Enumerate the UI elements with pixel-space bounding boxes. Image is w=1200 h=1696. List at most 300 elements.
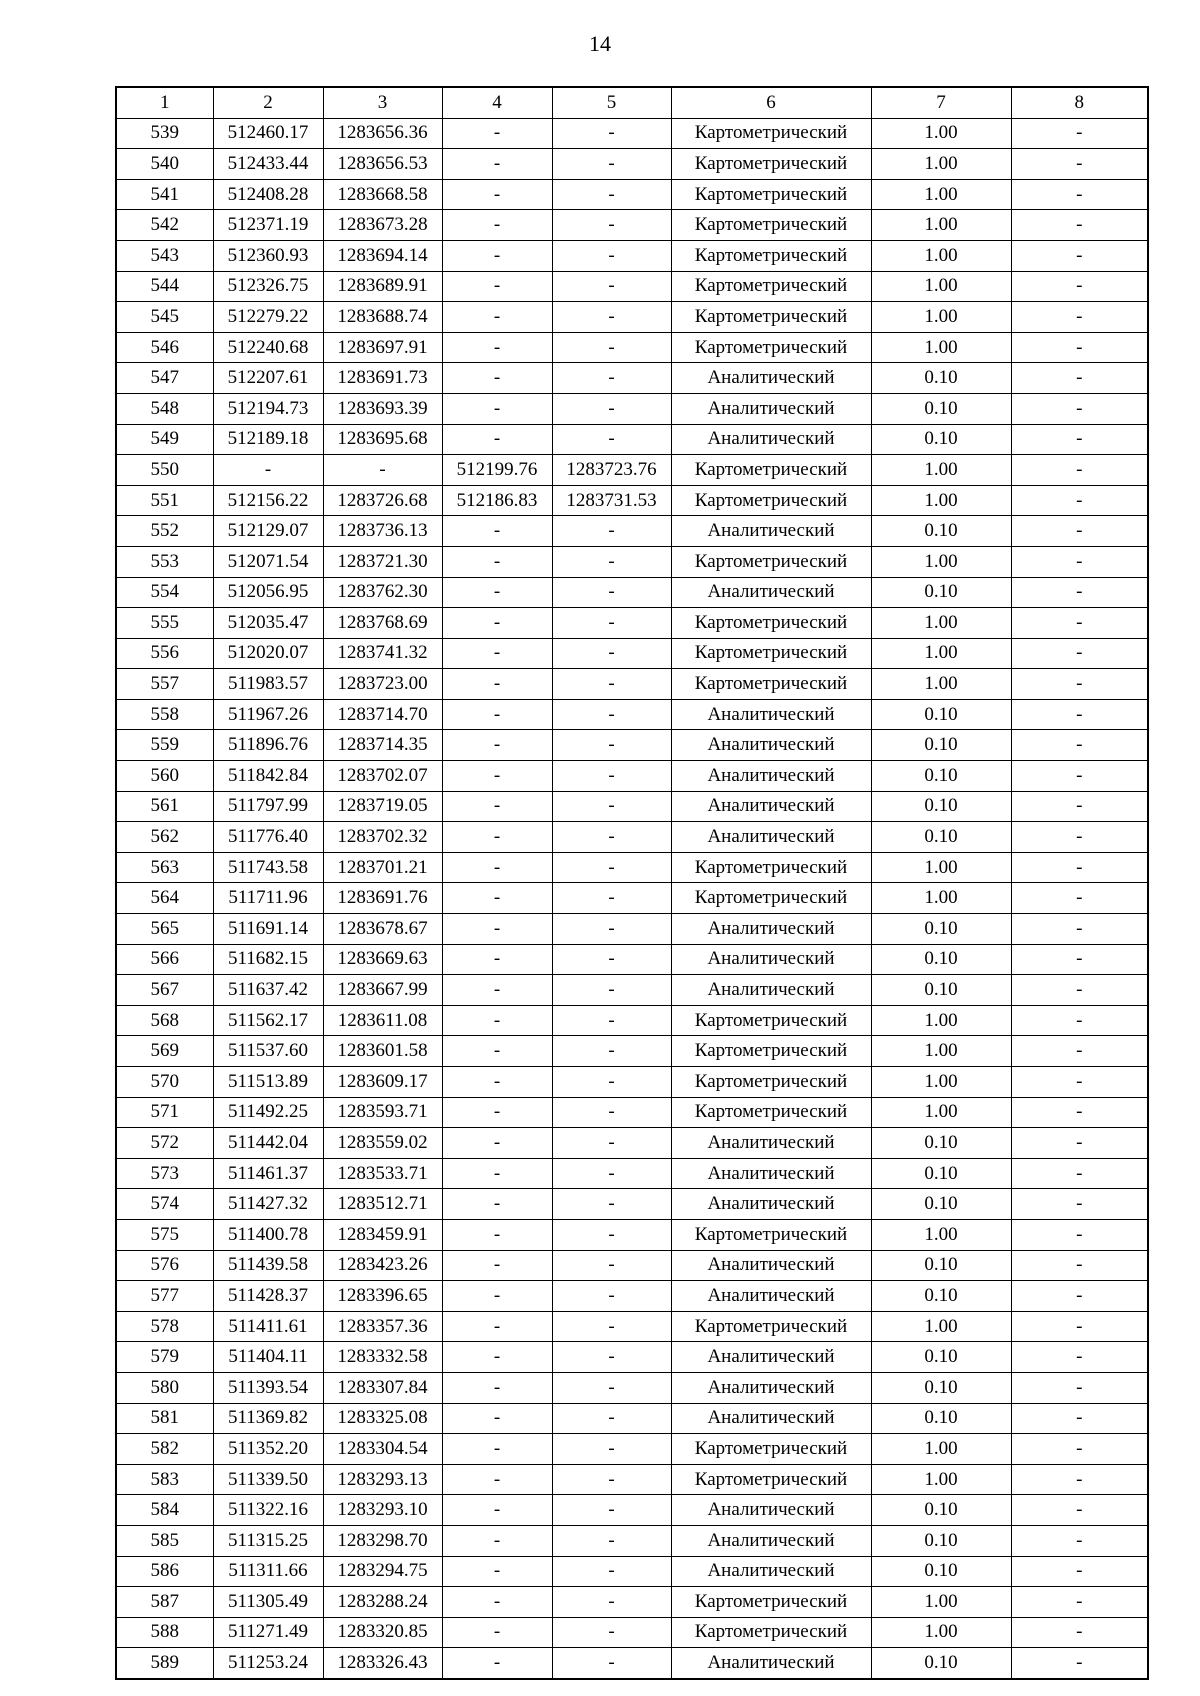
table-cell: - xyxy=(552,302,671,333)
table-cell: 588 xyxy=(116,1617,213,1648)
table-cell: Аналитический xyxy=(671,1372,871,1403)
table-cell: 0.10 xyxy=(871,975,1011,1006)
table-cell: 1283667.99 xyxy=(323,975,442,1006)
table-cell: 1283691.73 xyxy=(323,363,442,394)
table-cell: - xyxy=(552,1189,671,1220)
table-cell: - xyxy=(552,1403,671,1434)
table-row xyxy=(116,1219,1148,1250)
table-cell: 512240.68 xyxy=(213,332,323,363)
table-cell: 512035.47 xyxy=(213,608,323,639)
table-cell: 0.10 xyxy=(871,730,1011,761)
table-cell: 511311.66 xyxy=(213,1556,323,1587)
table-cell: 511513.89 xyxy=(213,1067,323,1098)
table-cell: - xyxy=(1011,852,1148,883)
table-cell: 511305.49 xyxy=(213,1587,323,1618)
table-row xyxy=(116,1311,1148,1342)
table-cell: 0.10 xyxy=(871,1403,1011,1434)
table-cell: - xyxy=(552,577,671,608)
table-cell: - xyxy=(442,944,552,975)
table-cell: 0.10 xyxy=(871,944,1011,975)
table-cell: 564 xyxy=(116,883,213,914)
table-cell: 557 xyxy=(116,669,213,700)
table-row xyxy=(116,1587,1148,1618)
table-cell: - xyxy=(552,1648,671,1679)
table-cell: - xyxy=(552,608,671,639)
table-cell: - xyxy=(552,1005,671,1036)
table-cell: Картометрический xyxy=(671,1097,871,1128)
table-cell: 581 xyxy=(116,1403,213,1434)
table-cell: 512207.61 xyxy=(213,363,323,394)
table-cell: - xyxy=(1011,608,1148,639)
table-cell: Аналитический xyxy=(671,516,871,547)
table-cell: 1283768.69 xyxy=(323,608,442,639)
table-cell: Аналитический xyxy=(671,699,871,730)
table-cell: - xyxy=(442,1281,552,1312)
table-cell: 1.00 xyxy=(871,179,1011,210)
table-cell: 1.00 xyxy=(871,1219,1011,1250)
table-cell: 544 xyxy=(116,271,213,302)
table-cell: 511743.58 xyxy=(213,852,323,883)
table-cell: 1.00 xyxy=(871,455,1011,486)
coordinates-table xyxy=(115,86,1149,1680)
table-row xyxy=(116,1464,1148,1495)
table-cell: - xyxy=(1011,975,1148,1006)
table-cell: - xyxy=(442,914,552,945)
table-cell: - xyxy=(442,1005,552,1036)
table-cell: 512020.07 xyxy=(213,638,323,669)
table-cell: 542 xyxy=(116,210,213,241)
table-cell: 1283694.14 xyxy=(323,240,442,271)
table-cell: - xyxy=(442,638,552,669)
table-cell: 556 xyxy=(116,638,213,669)
table-cell: 0.10 xyxy=(871,1556,1011,1587)
table-cell: 568 xyxy=(116,1005,213,1036)
table-cell: 511682.15 xyxy=(213,944,323,975)
table-cell: - xyxy=(442,210,552,241)
table-cell: 511691.14 xyxy=(213,914,323,945)
table-cell: 512056.95 xyxy=(213,577,323,608)
table-cell: - xyxy=(552,1617,671,1648)
table-cell: 1.00 xyxy=(871,883,1011,914)
table-cell: - xyxy=(442,118,552,149)
table-cell: 1283601.58 xyxy=(323,1036,442,1067)
table-cell: 1283533.71 xyxy=(323,1158,442,1189)
table-row xyxy=(116,1403,1148,1434)
table-cell: - xyxy=(552,730,671,761)
table-cell: 1.00 xyxy=(871,1005,1011,1036)
table-cell: Аналитический xyxy=(671,1189,871,1220)
table-cell: - xyxy=(1011,1556,1148,1587)
table-cell: 1.00 xyxy=(871,485,1011,516)
table-cell: 512199.76 xyxy=(442,455,552,486)
table-cell: - xyxy=(552,393,671,424)
table-cell: - xyxy=(1011,1219,1148,1250)
page-number: 14 xyxy=(589,31,611,56)
table-cell: 0.10 xyxy=(871,1189,1011,1220)
table-cell: - xyxy=(1011,332,1148,363)
table-cell: 1.00 xyxy=(871,118,1011,149)
table-row xyxy=(116,1128,1148,1159)
table-cell: - xyxy=(552,1372,671,1403)
table-body xyxy=(116,118,1148,1679)
table-row xyxy=(116,944,1148,975)
table-cell: - xyxy=(552,975,671,1006)
table-cell: 1283736.13 xyxy=(323,516,442,547)
column-header: 7 xyxy=(871,87,1011,118)
table-cell: Картометрический xyxy=(671,883,871,914)
table-cell: 1283702.07 xyxy=(323,761,442,792)
table-cell: 1283714.35 xyxy=(323,730,442,761)
table-cell: - xyxy=(1011,914,1148,945)
table-cell: 1283688.74 xyxy=(323,302,442,333)
table-row xyxy=(116,179,1148,210)
table-cell: 1.00 xyxy=(871,149,1011,180)
table-row xyxy=(116,1158,1148,1189)
table-row xyxy=(116,1648,1148,1679)
table-cell: 511315.25 xyxy=(213,1525,323,1556)
table-cell: 1.00 xyxy=(871,1036,1011,1067)
table-cell: Аналитический xyxy=(671,944,871,975)
table-cell: - xyxy=(442,546,552,577)
table-cell: 565 xyxy=(116,914,213,945)
table-cell: 0.10 xyxy=(871,1495,1011,1526)
table-cell: Картометрический xyxy=(671,546,871,577)
table-cell: 0.10 xyxy=(871,1342,1011,1373)
table-cell: 0.10 xyxy=(871,1648,1011,1679)
table-cell: - xyxy=(442,761,552,792)
table-cell: 0.10 xyxy=(871,699,1011,730)
table-cell: 512279.22 xyxy=(213,302,323,333)
table-cell: 1283695.68 xyxy=(323,424,442,455)
table-cell: 1283298.70 xyxy=(323,1525,442,1556)
table-cell: - xyxy=(442,730,552,761)
table-cell: 512156.22 xyxy=(213,485,323,516)
table-cell: 1283702.32 xyxy=(323,822,442,853)
table-row xyxy=(116,638,1148,669)
table-cell: 1283678.67 xyxy=(323,914,442,945)
table-cell: - xyxy=(1011,271,1148,302)
table-cell: 1.00 xyxy=(871,608,1011,639)
table-cell: - xyxy=(442,852,552,883)
table-cell: - xyxy=(552,424,671,455)
table-cell: Картометрический xyxy=(671,118,871,149)
table-cell: 511352.20 xyxy=(213,1434,323,1465)
table-cell: - xyxy=(552,118,671,149)
table-cell: - xyxy=(1011,1648,1148,1679)
table-cell: 511393.54 xyxy=(213,1372,323,1403)
table-cell: 511427.32 xyxy=(213,1189,323,1220)
table-cell: - xyxy=(552,1434,671,1465)
table-cell: 580 xyxy=(116,1372,213,1403)
table-cell: 0.10 xyxy=(871,577,1011,608)
table-cell: - xyxy=(1011,455,1148,486)
table-cell: 511711.96 xyxy=(213,883,323,914)
table-cell: - xyxy=(1011,546,1148,577)
table-row xyxy=(116,1036,1148,1067)
table-cell: - xyxy=(1011,1158,1148,1189)
table-cell: 1283693.39 xyxy=(323,393,442,424)
table-cell: 1283697.91 xyxy=(323,332,442,363)
column-header: 4 xyxy=(442,87,552,118)
table-cell: - xyxy=(552,1067,671,1098)
table-cell: 511637.42 xyxy=(213,975,323,1006)
table-row xyxy=(116,975,1148,1006)
table-row xyxy=(116,1556,1148,1587)
table-cell: 1283762.30 xyxy=(323,577,442,608)
table-row xyxy=(116,669,1148,700)
table-cell: - xyxy=(1011,1464,1148,1495)
table-cell: 512189.18 xyxy=(213,424,323,455)
table-cell: 561 xyxy=(116,791,213,822)
table-cell: - xyxy=(442,822,552,853)
table-cell: 570 xyxy=(116,1067,213,1098)
table-cell: 1283332.58 xyxy=(323,1342,442,1373)
table-cell: - xyxy=(442,791,552,822)
table-cell: - xyxy=(442,393,552,424)
table-cell: - xyxy=(552,1281,671,1312)
table-cell: 541 xyxy=(116,179,213,210)
table-cell: 512071.54 xyxy=(213,546,323,577)
table-row xyxy=(116,1372,1148,1403)
table-cell: 540 xyxy=(116,149,213,180)
table-cell: - xyxy=(552,1158,671,1189)
table-cell: 586 xyxy=(116,1556,213,1587)
table-cell: - xyxy=(552,1250,671,1281)
column-header: 6 xyxy=(671,87,871,118)
table-cell: 587 xyxy=(116,1587,213,1618)
table-cell: - xyxy=(442,1189,552,1220)
table-cell: - xyxy=(1011,424,1148,455)
table-cell: 0.10 xyxy=(871,914,1011,945)
table-cell: - xyxy=(442,975,552,1006)
table-row xyxy=(116,1434,1148,1465)
table-row xyxy=(116,608,1148,639)
table-cell: 1283741.32 xyxy=(323,638,442,669)
table-cell: 1283689.91 xyxy=(323,271,442,302)
table-cell: Картометрический xyxy=(671,179,871,210)
table-row xyxy=(116,424,1148,455)
table-cell: 1283721.30 xyxy=(323,546,442,577)
table-cell: Картометрический xyxy=(671,455,871,486)
table-cell: Аналитический xyxy=(671,914,871,945)
table-cell: Аналитический xyxy=(671,1403,871,1434)
table-cell: 1283357.36 xyxy=(323,1311,442,1342)
table-cell: 1.00 xyxy=(871,638,1011,669)
table-cell: 1.00 xyxy=(871,271,1011,302)
table-cell: - xyxy=(552,363,671,394)
table-cell: 511411.61 xyxy=(213,1311,323,1342)
table-cell: - xyxy=(442,1158,552,1189)
table-cell: - xyxy=(442,240,552,271)
table-cell: - xyxy=(552,271,671,302)
table-cell: - xyxy=(442,1617,552,1648)
table-cell: 511896.76 xyxy=(213,730,323,761)
table-cell: - xyxy=(442,516,552,547)
table-cell: - xyxy=(1011,1250,1148,1281)
table-cell: - xyxy=(1011,363,1148,394)
table-cell: 511428.37 xyxy=(213,1281,323,1312)
table-cell: 511271.49 xyxy=(213,1617,323,1648)
table-cell: - xyxy=(442,271,552,302)
table-cell: Картометрический xyxy=(671,1434,871,1465)
table-cell: 578 xyxy=(116,1311,213,1342)
table-cell: 512460.17 xyxy=(213,118,323,149)
table-cell: 511967.26 xyxy=(213,699,323,730)
table-cell: 1283723.00 xyxy=(323,669,442,700)
column-header: 8 xyxy=(1011,87,1148,118)
table-row xyxy=(116,1097,1148,1128)
table-cell: 1.00 xyxy=(871,332,1011,363)
table-cell: 0.10 xyxy=(871,822,1011,853)
table-row xyxy=(116,332,1148,363)
table-cell: 0.10 xyxy=(871,363,1011,394)
table-cell: - xyxy=(1011,1189,1148,1220)
table-cell: Аналитический xyxy=(671,975,871,1006)
table-cell: Аналитический xyxy=(671,1495,871,1526)
table-cell: - xyxy=(552,516,671,547)
table-cell: - xyxy=(552,761,671,792)
table-cell: Картометрический xyxy=(671,210,871,241)
table-cell: - xyxy=(442,608,552,639)
table-cell: - xyxy=(552,149,671,180)
table-cell: 511461.37 xyxy=(213,1158,323,1189)
table-cell: - xyxy=(1011,1005,1148,1036)
table-row xyxy=(116,363,1148,394)
table-row xyxy=(116,302,1148,333)
table-cell: 574 xyxy=(116,1189,213,1220)
table-cell: - xyxy=(442,1403,552,1434)
column-header: 5 xyxy=(552,87,671,118)
table-cell: Аналитический xyxy=(671,1342,871,1373)
table-cell: 553 xyxy=(116,546,213,577)
table-row xyxy=(116,1342,1148,1373)
table-cell: Картометрический xyxy=(671,149,871,180)
table-cell: Аналитический xyxy=(671,577,871,608)
table-cell: 543 xyxy=(116,240,213,271)
table-row xyxy=(116,699,1148,730)
table-cell: 511983.57 xyxy=(213,669,323,700)
table-cell: Аналитический xyxy=(671,1250,871,1281)
table-cell: 1.00 xyxy=(871,1587,1011,1618)
table-cell: - xyxy=(1011,669,1148,700)
table-cell: 1283320.85 xyxy=(323,1617,442,1648)
table-cell: 550 xyxy=(116,455,213,486)
table-row xyxy=(116,1067,1148,1098)
table-cell: - xyxy=(442,1219,552,1250)
table-row xyxy=(116,485,1148,516)
table-cell: - xyxy=(552,669,671,700)
table-cell: 511253.24 xyxy=(213,1648,323,1679)
table-row xyxy=(116,914,1148,945)
table-cell: 512326.75 xyxy=(213,271,323,302)
table-cell: 1283701.21 xyxy=(323,852,442,883)
table-row xyxy=(116,1617,1148,1648)
table-cell: - xyxy=(442,363,552,394)
table-row xyxy=(116,822,1148,853)
table-cell: 562 xyxy=(116,822,213,853)
table-cell: - xyxy=(442,1464,552,1495)
table-cell: 0.10 xyxy=(871,1372,1011,1403)
table-cell: - xyxy=(1011,1617,1148,1648)
table-cell: - xyxy=(442,883,552,914)
table-cell: 569 xyxy=(116,1036,213,1067)
table-cell: - xyxy=(1011,730,1148,761)
table-cell: - xyxy=(442,179,552,210)
table-row xyxy=(116,118,1148,149)
table-cell: Аналитический xyxy=(671,1281,871,1312)
table-cell: Аналитический xyxy=(671,1128,871,1159)
table-cell: 0.10 xyxy=(871,1250,1011,1281)
table-row xyxy=(116,852,1148,883)
table-cell: - xyxy=(442,1036,552,1067)
table-cell: - xyxy=(1011,822,1148,853)
table-cell: - xyxy=(213,455,323,486)
table-cell: - xyxy=(552,240,671,271)
table-row xyxy=(116,516,1148,547)
table-cell: Картометрический xyxy=(671,1311,871,1342)
table-cell: 1283459.91 xyxy=(323,1219,442,1250)
table-cell: 567 xyxy=(116,975,213,1006)
table-row xyxy=(116,1495,1148,1526)
table-cell: 512371.19 xyxy=(213,210,323,241)
table-cell: - xyxy=(1011,485,1148,516)
table-cell: 512194.73 xyxy=(213,393,323,424)
table-cell: - xyxy=(1011,1434,1148,1465)
table-cell: - xyxy=(1011,791,1148,822)
table-cell: 1.00 xyxy=(871,546,1011,577)
table-cell: 1283423.26 xyxy=(323,1250,442,1281)
table-cell: 511797.99 xyxy=(213,791,323,822)
table-cell: - xyxy=(442,1434,552,1465)
table-cell: - xyxy=(1011,1495,1148,1526)
table-cell: 585 xyxy=(116,1525,213,1556)
table-cell: 558 xyxy=(116,699,213,730)
table-cell: 583 xyxy=(116,1464,213,1495)
table-cell: - xyxy=(1011,1311,1148,1342)
table-cell: - xyxy=(442,1556,552,1587)
table-cell: - xyxy=(1011,1281,1148,1312)
table-cell: 511442.04 xyxy=(213,1128,323,1159)
column-header: 2 xyxy=(213,87,323,118)
table-cell: 511404.11 xyxy=(213,1342,323,1373)
table-row xyxy=(116,577,1148,608)
table-cell: 1.00 xyxy=(871,302,1011,333)
table-cell: 511322.16 xyxy=(213,1495,323,1526)
table-cell: Картометрический xyxy=(671,669,871,700)
table-cell: 0.10 xyxy=(871,1128,1011,1159)
table-row xyxy=(116,210,1148,241)
table-cell: - xyxy=(552,1525,671,1556)
table-cell: Картометрический xyxy=(671,1036,871,1067)
table-cell: - xyxy=(552,546,671,577)
table-cell: 1283656.53 xyxy=(323,149,442,180)
table-cell: Аналитический xyxy=(671,1158,871,1189)
table-cell: 511339.50 xyxy=(213,1464,323,1495)
table-cell: 1283307.84 xyxy=(323,1372,442,1403)
table-cell: 1283691.76 xyxy=(323,883,442,914)
table-cell: 1.00 xyxy=(871,210,1011,241)
table-cell: 1.00 xyxy=(871,1434,1011,1465)
table-cell: - xyxy=(1011,149,1148,180)
table-cell: - xyxy=(442,424,552,455)
table-cell: - xyxy=(552,944,671,975)
table-cell: 1283293.10 xyxy=(323,1495,442,1526)
table-cell: 511439.58 xyxy=(213,1250,323,1281)
table-cell: - xyxy=(442,1648,552,1679)
table-cell: Картометрический xyxy=(671,1219,871,1250)
table-cell: Аналитический xyxy=(671,393,871,424)
table-cell: Картометрический xyxy=(671,1464,871,1495)
